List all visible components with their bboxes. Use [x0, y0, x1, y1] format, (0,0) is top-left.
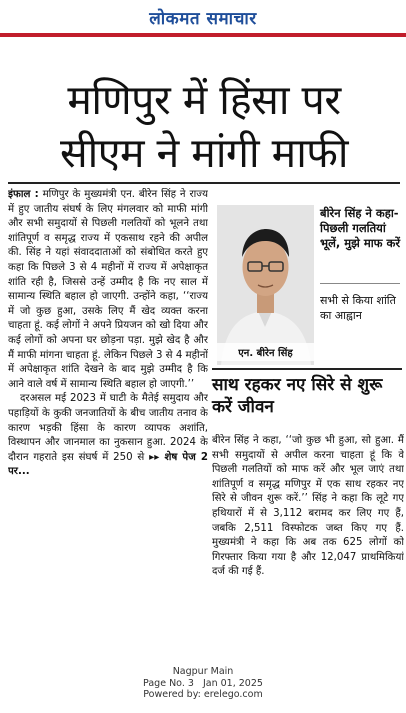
right-paragraph: बीरेन सिंह ने कहा, ‘‘जो कुछ भी हुआ, सो हुआ. मैं सभी समुदायों से अपील करना चाहता हूं कि वे पिछली गलतियों को माफ करें और भूल जाएं तथा शांतिपूर्ण व समृद्ध मणिपुर में एक साथ रहकर नए सिरे से जीवन शुरू करें.’’ सिंह ने कहा कि लूटे गए हथियारों में से 3,112 बरामद कर लिए गए हैं, जबकि 2,511 विस्फोटक जब्त किए गए हैं. मुख्यमंत्री ने कहा कि अब तक 625 लोगों को गिरफ्तार किया गया है और 12,047 प्राथमिकियां दर्ज की गई हैं.	[212, 435, 404, 578]
footer-powered-by: Powered by: erelego.com	[143, 689, 263, 700]
masthead: लोकमत समाचार	[149, 9, 257, 29]
dateline: इंफाल :	[8, 189, 39, 200]
article-body-right	[212, 434, 404, 644]
sidebar-divider	[320, 283, 400, 284]
sidebar-quote: बीरेन सिंह ने कहा-पिछली गलतियां भूलें, मुझे माफ करें	[320, 206, 401, 250]
article-paragraph-1	[8, 188, 208, 392]
subhead-rule	[212, 368, 402, 370]
headline-line-1: मणिपुर में हिंसा पर	[67, 76, 341, 124]
article-body-left	[8, 188, 208, 643]
headline-rule	[8, 182, 400, 184]
portrait-photo	[217, 205, 314, 365]
headline-line-2: सीएम ने मांगी माफी	[59, 129, 349, 177]
photo-caption: एन. बीरेन सिंह	[217, 343, 314, 361]
continued-marker: ▸▸ शेष पेज 2 पर...	[8, 451, 208, 478]
page-footer	[0, 666, 406, 701]
sidebar-subtext: सभी से किया शांति का आह्वान	[320, 294, 396, 322]
article-paragraph-1-text: मणिपुर के मुख्यमंत्री एन. बीरेन सिंह ने राज्य में हुए जातीय संघर्ष के लिए मंगलवार को माफी मांगी और सभी समुदायों से पिछली गलतियों को भूलने तथा शांतिपूर्ण व समृद्ध राज्य में एकसाथ रहने की अपील की. सिंह ने यहां संवाददाताओं को संबोधित करते हुए कहा कि पिछले 3 से 4 महीनों में राज्य में अपेक्षाकृत शांति रही है, जिससे उन्हें उम्मीद है कि नए साल में सामान्य स्थिति बहाल हो जाएगी. उन्होंने कहा, ‘‘राज्य में जो कुछ हुआ, उसके लिए मैं खेद व्यक्त करना चाहता हूं. कई लोगों ने अपने प्रियजन को खो दिया और कई लोगों को अपना घर छोड़ना पड़ा. मुझे खेद है और मैं माफी मांगना चाहता हूं. लेकिन पिछले 3 से 4 महीनों में अपेक्षाकृत शांति देखने के बाद मुझे उम्मीद है कि आने वाले वर्ष में सामान्य स्थिति बहाल हो जाएगी.’’	[8, 189, 208, 390]
masthead-rule	[0, 33, 406, 37]
article-paragraph-2	[8, 392, 208, 480]
footer-page-date: Page No. 3 Jan 01, 2025	[143, 677, 263, 689]
portrait-illustration	[217, 205, 314, 365]
article-paragraph-2-text: दरअसल मई 2023 में घाटी के मैतेई समुदाय और पहाड़ियों के कुकी जनजातियों के बीच जातीय तनाव के कारण भड़की हिंसा के कारण व्यापक अशांति, विस्थापन और जानमाल का नुकसान हुआ. 2024 के दौरान गहराते इस संघर्ष में 250 से	[8, 393, 208, 463]
subheadline: साथ रहकर नए सिरे से शुरू करें जीवन	[212, 375, 383, 417]
footer-edition: Nagpur Main	[172, 666, 234, 677]
